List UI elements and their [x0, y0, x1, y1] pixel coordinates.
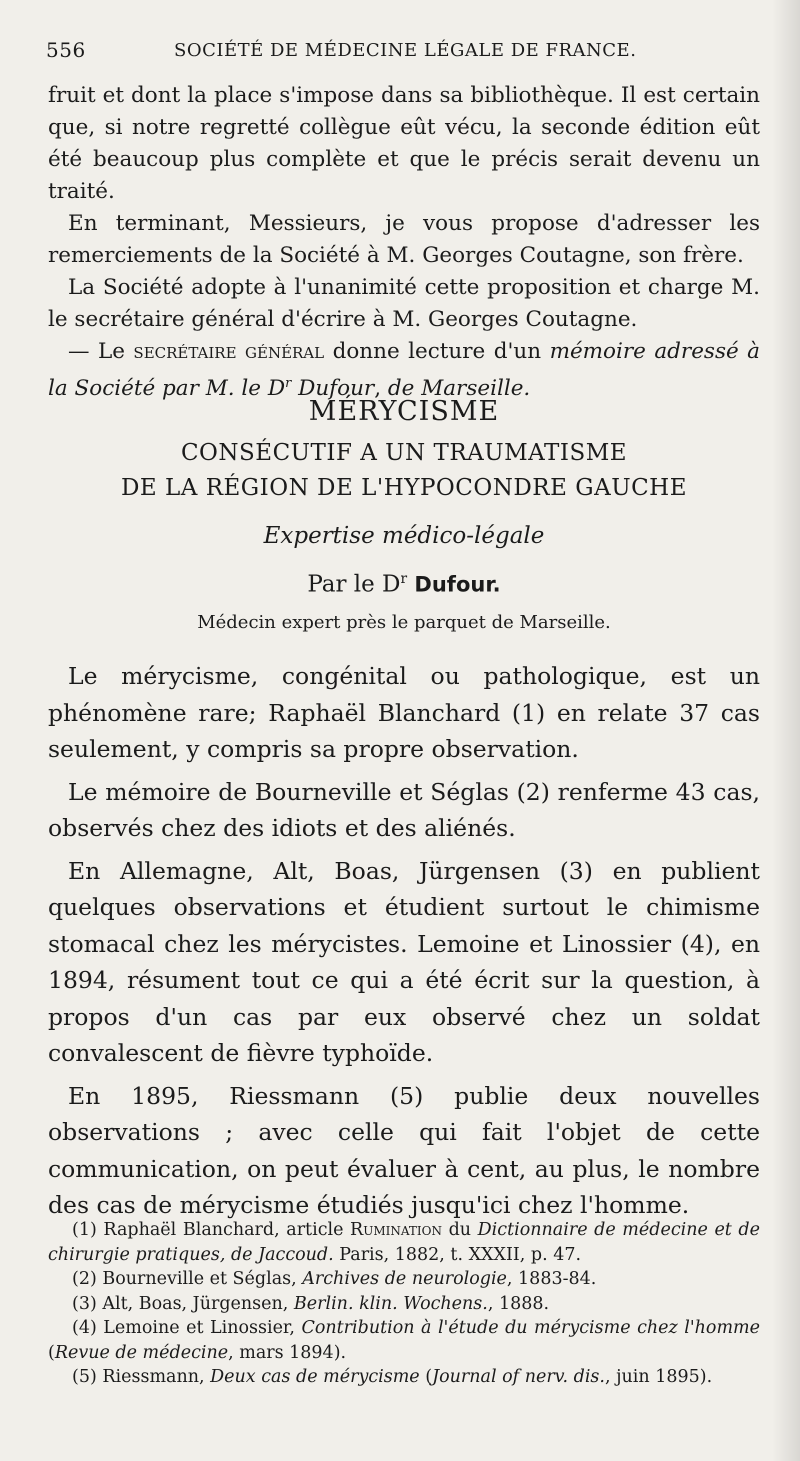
page-number: 556	[46, 38, 86, 62]
footnote-1-article: Rumination	[350, 1220, 442, 1240]
footnotes	[48, 1218, 760, 1390]
intro-section	[48, 80, 760, 405]
byline-superscript: r	[400, 571, 408, 587]
body-paragraph-1: Le mérycisme, congénital ou pathologique, est un phénomène rare; Raphaël Blanchard (1) en relate 37 cas seulement, y compris sa propre observation.	[48, 662, 760, 763]
footnote-1-text: (1) Raphaël Blanchard, article	[72, 1220, 351, 1240]
body-paragraph-2: Le mémoire de Bourneville et Séglas (2) renferme 43 cas, observés chez des idiots et des aliénés.	[48, 777, 760, 842]
memoir-reference: mémoire adressé à la Société par M. le D	[48, 339, 760, 402]
article-affiliation: Médecin expert près le parquet de Marseille.	[197, 612, 611, 633]
footnote-2-details: , 1883-84.	[506, 1269, 597, 1289]
footnote-3-details: , 1888.	[487, 1293, 550, 1314]
footnote-5-paren: (	[419, 1367, 433, 1387]
intro-paragraph-3: La Société adopte à l'unanimité cette proposition et charge M. le secrétaire général d'écrire à M. Georges Coutagne.	[48, 275, 760, 332]
footnote-1-join: du	[441, 1220, 478, 1240]
article-body	[48, 658, 760, 1230]
footnote-4-paren: (	[48, 1342, 55, 1363]
footnote-4-text: (4) Lemoine et Linossier,	[72, 1318, 302, 1338]
footnote-5-text: (5) Riessmann,	[72, 1367, 211, 1387]
body-paragraph-4: En 1895, Riessmann (5) publie deux nouvelles observations ; avec celle qui fait l'objet de cette communication, on peut évaluer à cent, au plus, le nombre des cas de mérycisme étudiés jusqu'ici chez l'homme.	[48, 1081, 760, 1219]
running-header	[46, 38, 746, 62]
page-edge-shadow	[772, 0, 800, 1461]
article-subtitle-1: CONSÉCUTIF A UN TRAUMATISME	[180, 440, 628, 466]
comma: ,	[374, 376, 388, 402]
intro-dash: — Le	[68, 339, 134, 364]
author-name: Dufour	[291, 376, 375, 402]
body-paragraph-3: En Allemagne, Alt, Boas, Jürgensen (3) en publient quelques observations et étudient surtout le chimisme stomacal chez les mérycistes. Lemoine et Linossier (4), en 1894, résument tout ce qui a été écrit sur la question, à propos d'un cas par eux observé chez un soldat convalescent de fièvre typhoïde.	[48, 856, 760, 1067]
byline-prefix: Par le D	[307, 571, 401, 598]
footnote-2-title: Archives de neurologie	[302, 1269, 507, 1289]
footnote-4-details: , mars 1894).	[228, 1342, 347, 1363]
intro-mid-text: donne lecture d'un	[324, 339, 550, 364]
intro-paragraph-2: En terminant, Messieurs, je vous propose d'adresser les remerciements de la Société à M. Georges Coutagne, son frère.	[48, 211, 760, 268]
article-subtitle-2: DE LA RÉGION DE L'HYPOCONDRE GAUCHE	[120, 475, 688, 501]
footnote-5-details: , juin 1895).	[604, 1367, 713, 1387]
footnote-3-text: (3) Alt, Boas, Jürgensen,	[72, 1293, 294, 1314]
footnote-1-title: Dictionnaire de médecine et de chirurgie pratiques, de Jaccoud.	[48, 1220, 760, 1265]
doctor-superscript: r	[285, 376, 292, 391]
footnote-5-journal: Journal of nerv. dis.	[432, 1367, 605, 1387]
footnote-5-title: Deux cas de mérycisme	[210, 1367, 420, 1387]
author-city: de Marseille.	[387, 376, 531, 402]
intro-paragraph-1: fruit et dont la place s'impose dans sa bibliothèque. Il est certain que, si notre regretté collègue eût vécu, la seconde édition eût été beaucoup plus complète et que le précis serait devenu un traité.	[48, 83, 760, 204]
footnote-1	[48, 1218, 760, 1267]
footnote-3-title: Berlin. klin. Wochens.	[293, 1293, 488, 1314]
article-byline	[48, 571, 760, 598]
running-title: SOCIÉTÉ DE MÉDECINE LÉGALE DE FRANCE.	[174, 40, 637, 61]
footnote-3	[48, 1292, 760, 1317]
footnote-2-text: (2) Bourneville et Séglas,	[72, 1269, 303, 1289]
byline-author: Dufour.	[414, 572, 501, 597]
footnote-4-title: Contribution à l'étude du mérycisme chez l'homme	[301, 1318, 760, 1338]
footnote-5	[48, 1365, 760, 1390]
footnote-4-journal: Revue de médecine	[54, 1342, 229, 1363]
article-title: MÉRYCISME	[308, 396, 500, 427]
secretary-title: secrétaire général	[133, 339, 325, 364]
intro-paragraph-4	[48, 336, 760, 405]
footnote-4	[48, 1316, 760, 1365]
article-expertise: Expertise médico-légale	[263, 523, 545, 549]
footnote-2	[48, 1267, 760, 1292]
footnote-1-details: Paris, 1882, t. XXXII, p. 47.	[333, 1244, 582, 1265]
